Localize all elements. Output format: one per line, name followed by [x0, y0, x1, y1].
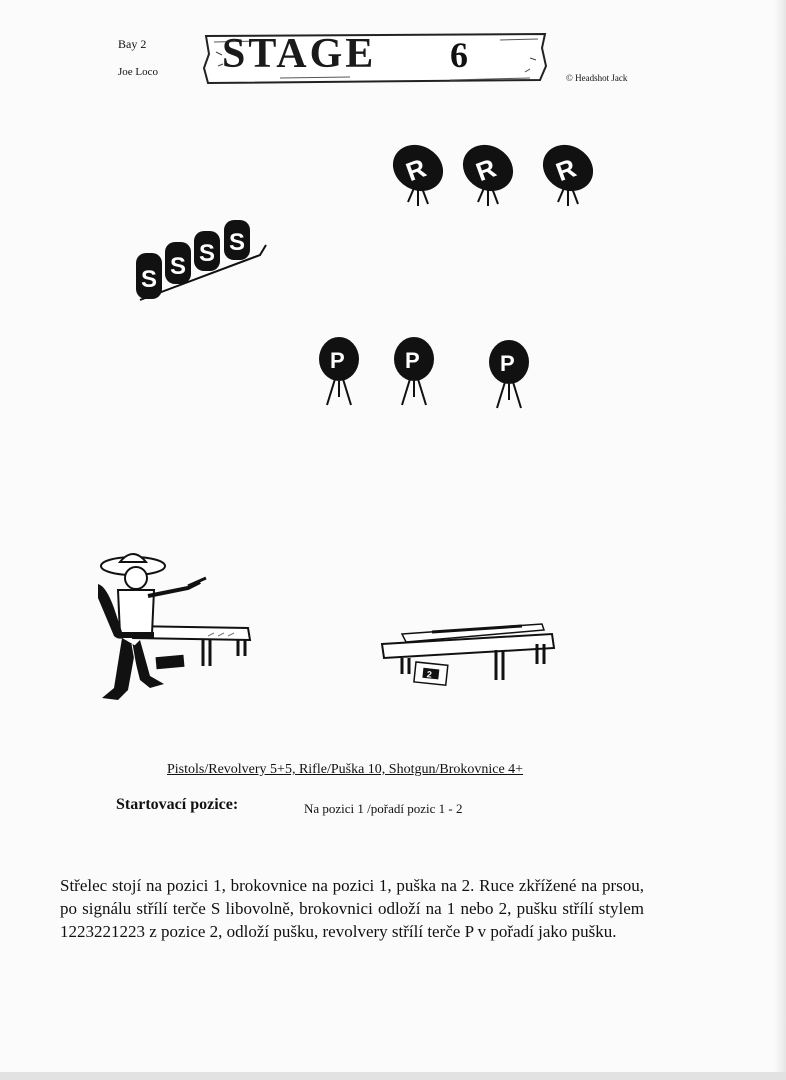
svg-text:S: S: [141, 266, 158, 293]
shotgun-target-4: [224, 220, 250, 260]
author-label: Joe Loco: [118, 66, 159, 78]
svg-text:2: 2: [426, 669, 433, 680]
pistol-target-1: [319, 337, 359, 405]
start-position-value: Na pozici 1 /pořadí pozic 1 - 2: [304, 801, 463, 816]
shotgun-target-2: [165, 242, 191, 284]
bay-label: Bay 2: [118, 37, 147, 51]
svg-text:S: S: [170, 253, 187, 280]
svg-text:P: P: [500, 351, 515, 376]
stage-description: Střelec stojí na pozici 1, brokovnice na pozici 1, puška na 2. Ruce zkřížené na prsou, po signálu střílí terče S libovolně, brokovnici odloží na 1 nebo 2, pušku střílí stylem 1223221223 z pozice 2, odloží pušku, revolvery střílí terče P v pořadí jako pušku.: [60, 876, 644, 941]
rifle-target-2: [454, 136, 521, 206]
shotgun-target-3: [194, 231, 220, 271]
stage-number: 6: [450, 35, 468, 75]
page-right-edge: [774, 0, 786, 1080]
rifle-targets: [380, 135, 610, 215]
svg-text:S: S: [229, 229, 246, 256]
pistol-target-3: [489, 340, 529, 408]
rifle-target-1: [384, 136, 451, 206]
pistol-target-2: [394, 337, 434, 405]
shooter-at-table-illustration: [88, 548, 258, 708]
equipment-line: Pistols/Revolvery 5+5, Rifle/Puška 10, Shotgun/Brokovnice 4+: [167, 762, 524, 777]
stage-title: STAGE: [222, 31, 377, 77]
svg-text:R: R: [471, 152, 500, 188]
copyright-label: © Headshot Jack: [566, 73, 628, 83]
table-with-long-guns-illustration: [372, 614, 562, 694]
position-2-marker: [414, 662, 448, 685]
shotgun-targets: [130, 215, 270, 305]
svg-text:P: P: [405, 348, 420, 373]
svg-text:P: P: [330, 348, 345, 373]
svg-text:S: S: [199, 240, 216, 267]
rifle-target-3: [534, 136, 601, 206]
shotgun-target-1: [136, 253, 162, 299]
start-position-label: Startovací pozice:: [116, 796, 239, 813]
pistol-targets: [310, 330, 540, 410]
svg-text:R: R: [401, 152, 430, 188]
svg-text:R: R: [551, 152, 580, 188]
page-bottom-edge: [0, 1072, 786, 1080]
